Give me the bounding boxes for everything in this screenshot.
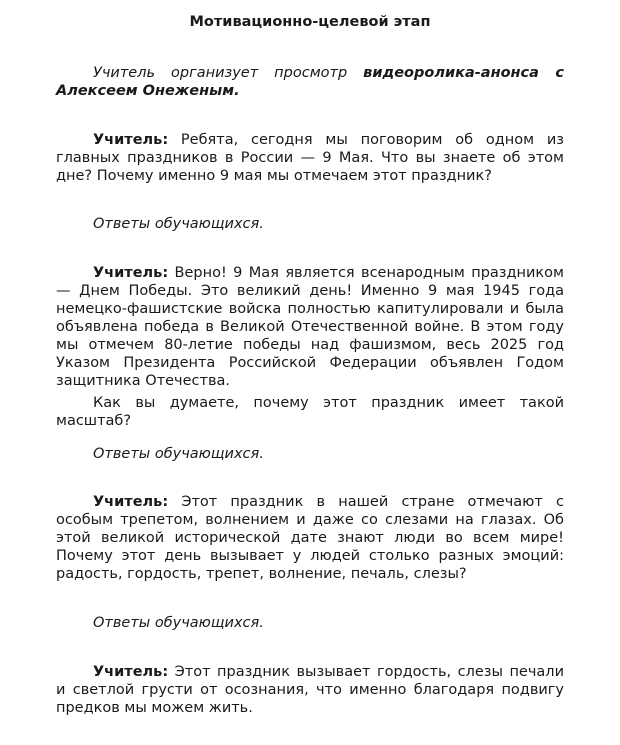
intro-text: Учитель организует просмотр <box>93 65 364 81</box>
speaker-label: Учитель: <box>93 494 169 510</box>
remark-text: Ребята, сегодня мы поговорим об одном из главных праздников в России — 9 Мая. Что вы знаете об этом дне? Почему именно 9 мая мы отмечаем этот праздник? <box>56 132 564 184</box>
intro-bold-text: видеоролика-анонса с Алексеем Онеженым. <box>56 65 564 99</box>
remark-text: Этот праздник в нашей стране отмечают с особым трепетом, волнением и даже со слезами на глазах. Об этой великой исторической дате знают люди во всем мире! Почему этот день вызывает у людей столько разных эмоций: радость, гордость, трепет, волнение, печаль, слезы? <box>56 494 564 582</box>
answer-text: Ответы обучающихся. <box>93 615 264 631</box>
answer-text: Ответы обучающихся. <box>93 216 264 232</box>
remark-text: Этот праздник вызывает гордость, слезы печали и светлой грусти от осознания, что именно благодаря подвигу предков мы можем жить. <box>56 664 564 716</box>
intro-paragraph <box>56 64 564 100</box>
remark-text: Верно! 9 Мая является всенародным праздником — Днем Победы. Это великий день! Именно 9 мая 1945 года немецко-фашистские войска полностью капитулировали и была объявлена победа в Великой Отечественной войне. В этом году мы отмечем 80-летие победы над фашизмом, весь 2025 год Указом Президента Российской Федерации объявлен Годом защитника Отечества. <box>56 265 564 389</box>
followup-question: Как вы думаете, почему этот праздник имеет такой масштаб? <box>56 395 564 429</box>
student-answers-2 <box>56 445 564 463</box>
speaker-label: Учитель: <box>93 664 169 680</box>
teacher-remark-1 <box>56 131 564 185</box>
teacher-remark-3 <box>56 493 564 583</box>
student-answers-1 <box>56 215 564 233</box>
teacher-remark-2 <box>56 264 564 430</box>
student-answers-3 <box>56 614 564 632</box>
teacher-remark-4 <box>56 663 564 717</box>
speaker-label: Учитель: <box>93 132 169 148</box>
answer-text: Ответы обучающихся. <box>93 446 264 462</box>
speaker-label: Учитель: <box>93 265 169 281</box>
section-title: Мотивационно-целевой этап <box>189 14 431 30</box>
